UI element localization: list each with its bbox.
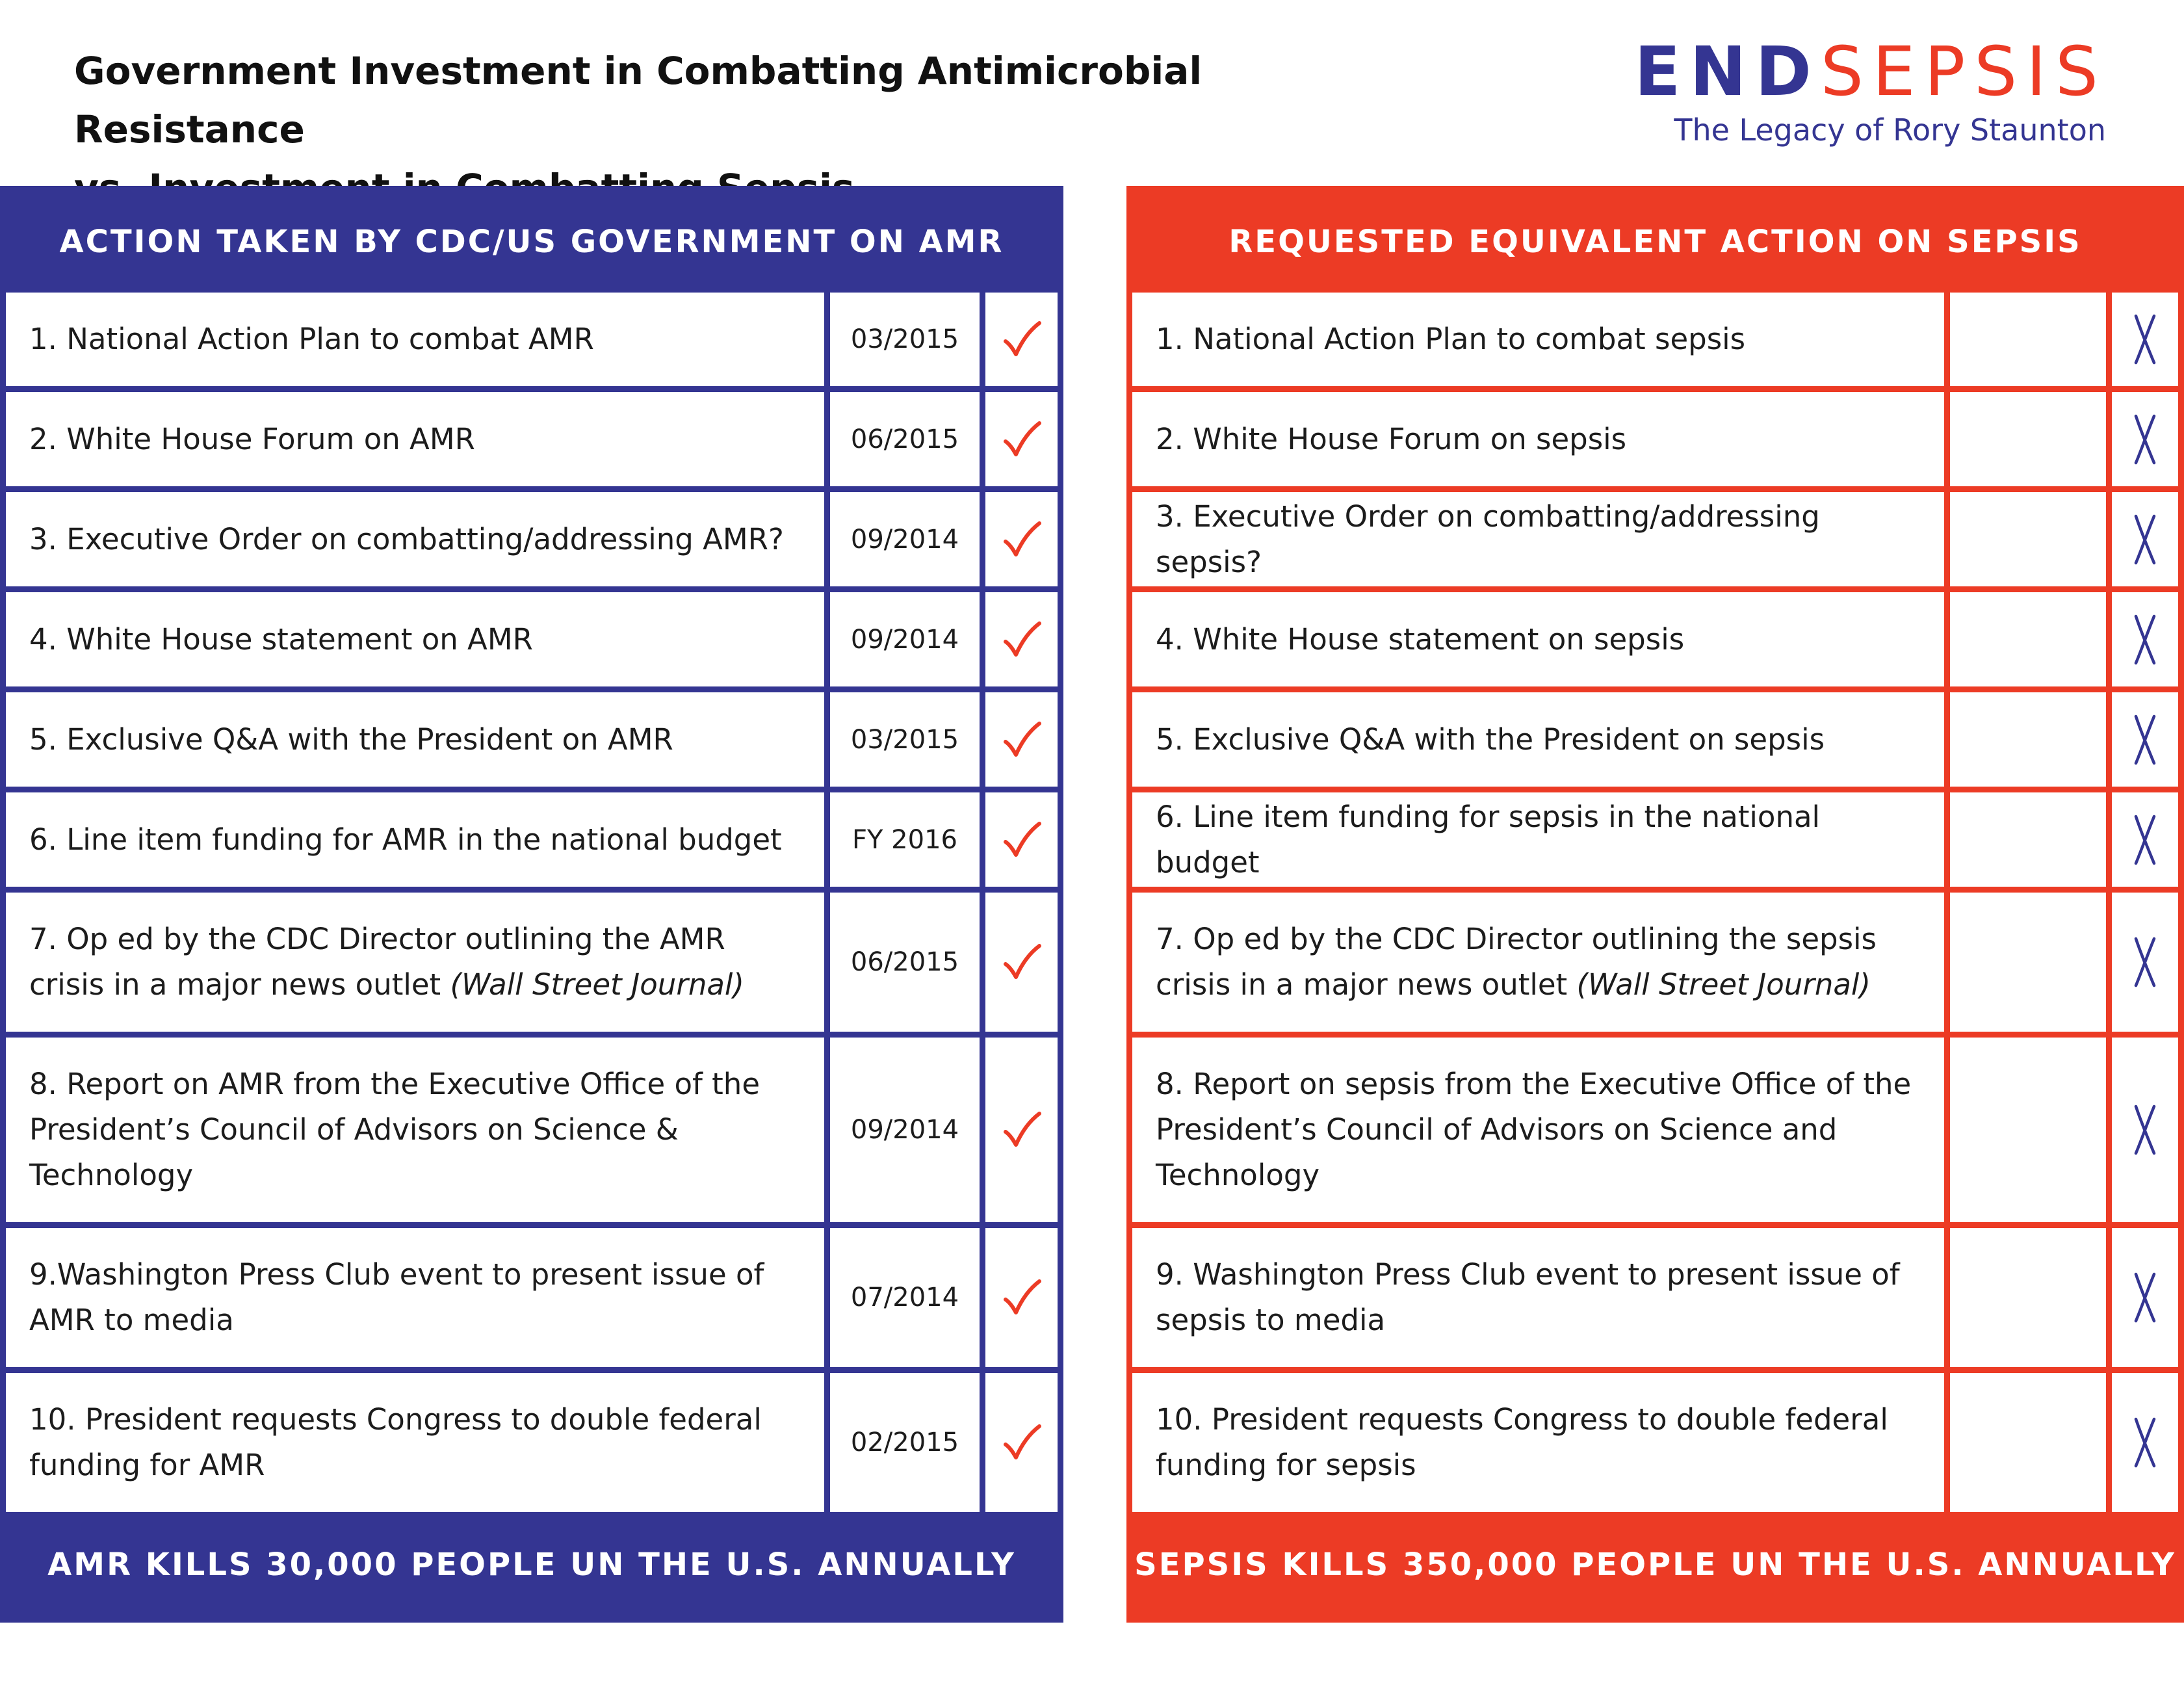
amr-action-date: 09/2014 (830, 1038, 980, 1222)
endsepsis-logo (1599, 33, 2184, 163)
amr-action-date: 02/2015 (830, 1373, 980, 1512)
amr-action-text: 10. President requests Congress to double federal funding for AMR (6, 1373, 824, 1512)
sepsis-action-date-empty (1950, 692, 2106, 787)
sepsis-action-text: 3. Executive Order on combatting/addressing sepsis? (1132, 492, 1944, 586)
amr-action-date: 09/2014 (830, 492, 980, 586)
sepsis-action-date-empty (1950, 392, 2106, 486)
sepsis-action-date-empty (1950, 893, 2106, 1032)
amr-action-text: 4. White House statement on AMR (6, 592, 824, 686)
sepsis-source-name: (Wall Street Journal) (1576, 967, 1871, 1002)
logo-tagline: The Legacy of Rory Staunton (1674, 112, 2106, 148)
sepsis-action-text: 4. White House statement on sepsis (1132, 592, 1944, 686)
x-mark-icon (2112, 1373, 2178, 1512)
x-mark-icon (2112, 492, 2178, 586)
sepsis-action-text: 5. Exclusive Q&A with the President on sepsis (1132, 692, 1944, 787)
sepsis-action-date-empty (1950, 293, 2106, 386)
sepsis-row (1132, 1373, 2178, 1512)
sepsis-row (1132, 692, 2178, 787)
checkmark-icon (985, 893, 1058, 1032)
checkmark-icon (985, 1373, 1058, 1512)
sepsis-action-date-empty (1950, 1373, 2106, 1512)
amr-row (6, 592, 1058, 686)
amr-row (6, 392, 1058, 486)
checkmark-icon (985, 692, 1058, 787)
checkmark-icon (985, 492, 1058, 586)
sepsis-row (1132, 792, 2178, 887)
amr-action-date: 03/2015 (830, 293, 980, 386)
amr-action-text: 6. Line item funding for AMR in the national budget (6, 792, 824, 887)
amr-row (6, 293, 1058, 386)
sepsis-action-text: 2. White House Forum on sepsis (1132, 392, 1944, 486)
checkmark-icon (985, 792, 1058, 887)
amr-action-text: 3. Executive Order on combatting/addressing AMR? (6, 492, 824, 586)
sepsis-action-date-empty (1950, 792, 2106, 887)
sepsis-action-text: 6. Line item funding for sepsis in the national budget (1132, 792, 1944, 887)
amr-row (6, 692, 1058, 787)
checkmark-icon (985, 592, 1058, 686)
x-mark-icon (2112, 1038, 2178, 1222)
x-mark-icon (2112, 1228, 2178, 1367)
logo-word-end: END (1634, 32, 1821, 111)
amr-action-date: FY 2016 (830, 792, 980, 887)
amr-panel-footer: AMR KILLS 30,000 PEOPLE UN THE U.S. ANNUALLY (47, 1547, 1016, 1583)
amr-row (6, 792, 1058, 887)
sepsis-action-date-empty (1950, 492, 2106, 586)
amr-action-date: 03/2015 (830, 692, 980, 787)
checkmark-icon (985, 293, 1058, 386)
x-mark-icon (2112, 692, 2178, 787)
amr-action-text: 5. Exclusive Q&A with the President on AMR (6, 692, 824, 787)
sepsis-action-text: 9. Washington Press Club event to present issue of sepsis to media (1132, 1228, 1944, 1367)
x-mark-icon (2112, 893, 2178, 1032)
amr-source-name: (Wall Street Journal) (450, 967, 744, 1002)
amr-action-text: 1. National Action Plan to combat AMR (6, 293, 824, 386)
logo-wordmark (1634, 33, 2107, 111)
sepsis-row (1132, 293, 2178, 386)
checkmark-icon (985, 1038, 1058, 1222)
sepsis-panel-header: REQUESTED EQUIVALENT ACTION ON SEPSIS (1228, 224, 2082, 260)
amr-action-date: 07/2014 (830, 1228, 980, 1367)
amr-action-text: 8. Report on AMR from the Executive Office of the President’s Council of Advisors on Science & Technology (6, 1038, 824, 1222)
x-mark-icon (2112, 293, 2178, 386)
amr-row (6, 1038, 1058, 1222)
sepsis-action-text: 8. Report on sepsis from the Executive Office of the President’s Council of Advisors on Science and Technology (1132, 1038, 1944, 1222)
x-mark-icon (2112, 392, 2178, 486)
sepsis-row (1132, 893, 2178, 1032)
sepsis-row (1132, 492, 2178, 586)
x-mark-icon (2112, 592, 2178, 686)
amr-panel (0, 186, 1063, 1623)
sepsis-panel-footer: SEPSIS KILLS 350,000 PEOPLE UN THE U.S. ANNUALLY (1134, 1547, 2176, 1583)
amr-row (6, 893, 1058, 1032)
sepsis-rows (1132, 293, 2178, 1516)
sepsis-row (1132, 1228, 2178, 1367)
sepsis-panel (1126, 186, 2184, 1623)
amr-action-date: 09/2014 (830, 592, 980, 686)
sepsis-row (1132, 1038, 2178, 1222)
sepsis-action-date-empty (1950, 1228, 2106, 1367)
x-mark-icon (2112, 792, 2178, 887)
logo-word-sepsis: SEPSIS (1820, 32, 2107, 111)
sepsis-action-text: 7. Op ed by the CDC Director outlining the sepsis crisis in a major news outlet (Wall Street Journal) (1132, 893, 1944, 1032)
amr-rows (6, 293, 1058, 1516)
checkmark-icon (985, 1228, 1058, 1367)
amr-row (6, 1373, 1058, 1512)
amr-row (6, 1228, 1058, 1367)
sepsis-row (1132, 592, 2178, 686)
sepsis-action-date-empty (1950, 1038, 2106, 1222)
amr-panel-header: ACTION TAKEN BY CDC/US GOVERNMENT ON AMR (59, 224, 1004, 260)
sepsis-action-text: 1. National Action Plan to combat sepsis (1132, 293, 1944, 386)
sepsis-action-date-empty (1950, 592, 2106, 686)
amr-action-text: 9.Washington Press Club event to present issue of AMR to media (6, 1228, 824, 1367)
amr-row (6, 492, 1058, 586)
checkmark-icon (985, 392, 1058, 486)
amr-action-text: 7. Op ed by the CDC Director outlining the AMR crisis in a major news outlet (Wall Street Journal) (6, 893, 824, 1032)
amr-action-date: 06/2015 (830, 392, 980, 486)
amr-action-date: 06/2015 (830, 893, 980, 1032)
page-title-line-1: Government Investment in Combatting Antimicrobial Resistance (74, 49, 1202, 151)
sepsis-row (1132, 392, 2178, 486)
amr-action-text: 2. White House Forum on AMR (6, 392, 824, 486)
sepsis-action-text: 10. President requests Congress to double federal funding for sepsis (1132, 1373, 1944, 1512)
